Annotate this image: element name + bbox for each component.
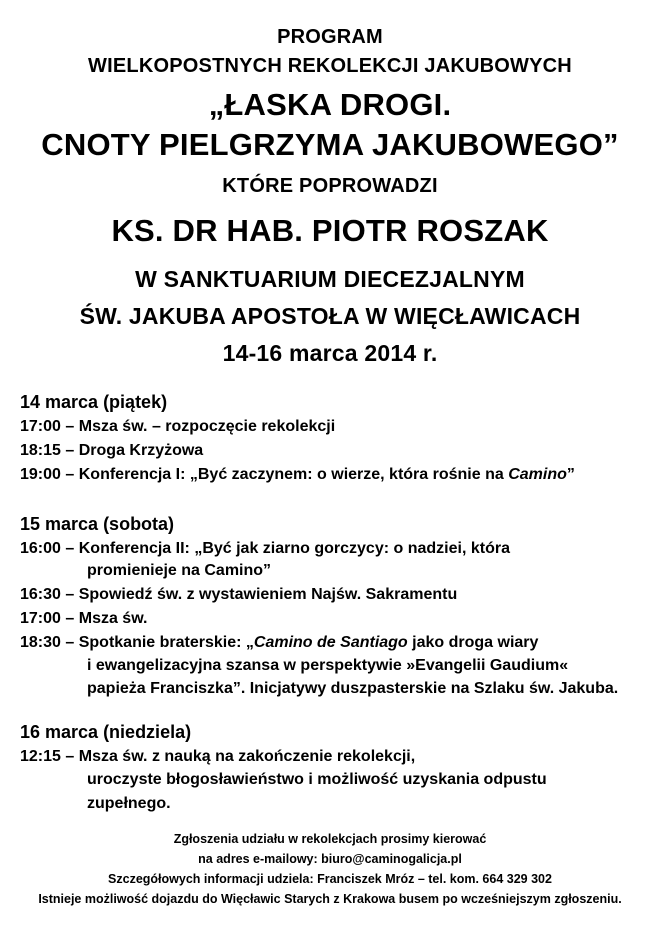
item-time: 16:30 [20, 586, 61, 603]
item-time: 17:00 [20, 418, 61, 435]
schedule-item [20, 466, 575, 484]
dash: – [65, 466, 75, 483]
dash: – [65, 748, 75, 765]
item-time: 18:15 [20, 442, 61, 459]
item-text: Konferencja II: „Być jak ziarno gorczycy: o nadziei, która [78, 540, 510, 557]
title-line-1: „ŁASKA DROGI. [208, 87, 452, 122]
item-time: 17:00 [20, 610, 61, 627]
item-text: Msza św. – rozpoczęcie rekolekcji [78, 418, 336, 435]
item-text: Spotkanie braterskie: „ [78, 634, 254, 651]
item-time: 12:15 [20, 748, 61, 765]
dash: – [65, 418, 75, 435]
footer-transport-line: Istnieje możliwość dojazdu do Więcławic Starych z Krakowa busem po wcześniejszym zgłoszeniu. [38, 892, 622, 906]
retreat-type-heading: WIELKOPOSTNYCH REKOLEKCJI JAKUBOWYCH [88, 55, 572, 77]
item-continuation: i ewangelizacyjna szansa w perspektywie »Evangelii Gaudium« [87, 657, 569, 674]
dash: – [65, 586, 75, 603]
item-time: 16:00 [20, 540, 61, 557]
led-by-label: KTÓRE POPROWADZI [222, 175, 438, 197]
title-line-2: CNOTY PIELGRZYMA JAKUBOWEGO” [41, 127, 619, 162]
dash: – [65, 540, 75, 557]
speaker-name: KS. DR HAB. PIOTR ROSZAK [111, 213, 549, 248]
item-continuation: promienieje na Camino” [87, 562, 272, 579]
footer-contact-line: Szczegółowych informacji udziela: Franciszek Mróz – tel. kom. 664 329 302 [108, 872, 552, 886]
event-dates: 14-16 marca 2014 r. [222, 340, 438, 366]
schedule-item [20, 418, 335, 436]
item-continuation: zupełnego. [87, 795, 171, 812]
item-text: Spowiedź św. z wystawieniem Najśw. Sakramentu [78, 586, 458, 603]
item-text: Msza św. [78, 610, 148, 627]
item-continuation: uroczyste błogosławieństwo i możliwość uzyskania odpustu [87, 771, 547, 788]
item-time: 19:00 [20, 466, 61, 483]
schedule-item [20, 586, 457, 604]
place-line-1: W SANKTUARIUM DIECEZJALNYM [135, 266, 525, 292]
footer-line: Zgłoszenia udziału w rekolekcjach prosimy kierować [173, 832, 487, 846]
item-time: 18:30 [20, 634, 61, 651]
day-title: 16 marca (niedziela) [20, 722, 192, 742]
item-text: Msza św. z nauką na zakończenie rekolekcji, [78, 748, 416, 765]
item-text-end: jako droga wiary [407, 634, 539, 651]
day-title: 14 marca (piątek) [20, 392, 168, 412]
dash: – [65, 442, 75, 459]
item-text-italic: Camino [508, 466, 567, 483]
schedule-item [20, 442, 203, 460]
day-title: 15 marca (sobota) [20, 514, 175, 534]
schedule-item [20, 634, 538, 652]
place-line-2: ŚW. JAKUBA APOSTOŁA W WIĘCŁAWICACH [79, 303, 581, 329]
dash: – [65, 610, 75, 627]
schedule-item [20, 610, 148, 628]
dash: – [65, 634, 75, 651]
item-text: Droga Krzyżowa [78, 442, 204, 459]
schedule-item [20, 540, 510, 558]
program-heading: PROGRAM [277, 26, 383, 48]
item-text: Konferencja I: „Być zaczynem: o wierze, która rośnie na [78, 466, 509, 483]
item-continuation: papieża Franciszka”. Inicjatywy duszpasterskie na Szlaku św. Jakuba. [87, 680, 619, 697]
schedule-item [20, 748, 415, 766]
footer-email-line: na adres e-mailowy: biuro@caminogalicja.pl [198, 852, 462, 866]
item-text-end: ” [566, 466, 575, 483]
item-text-italic: Camino de Santiago [253, 634, 408, 651]
